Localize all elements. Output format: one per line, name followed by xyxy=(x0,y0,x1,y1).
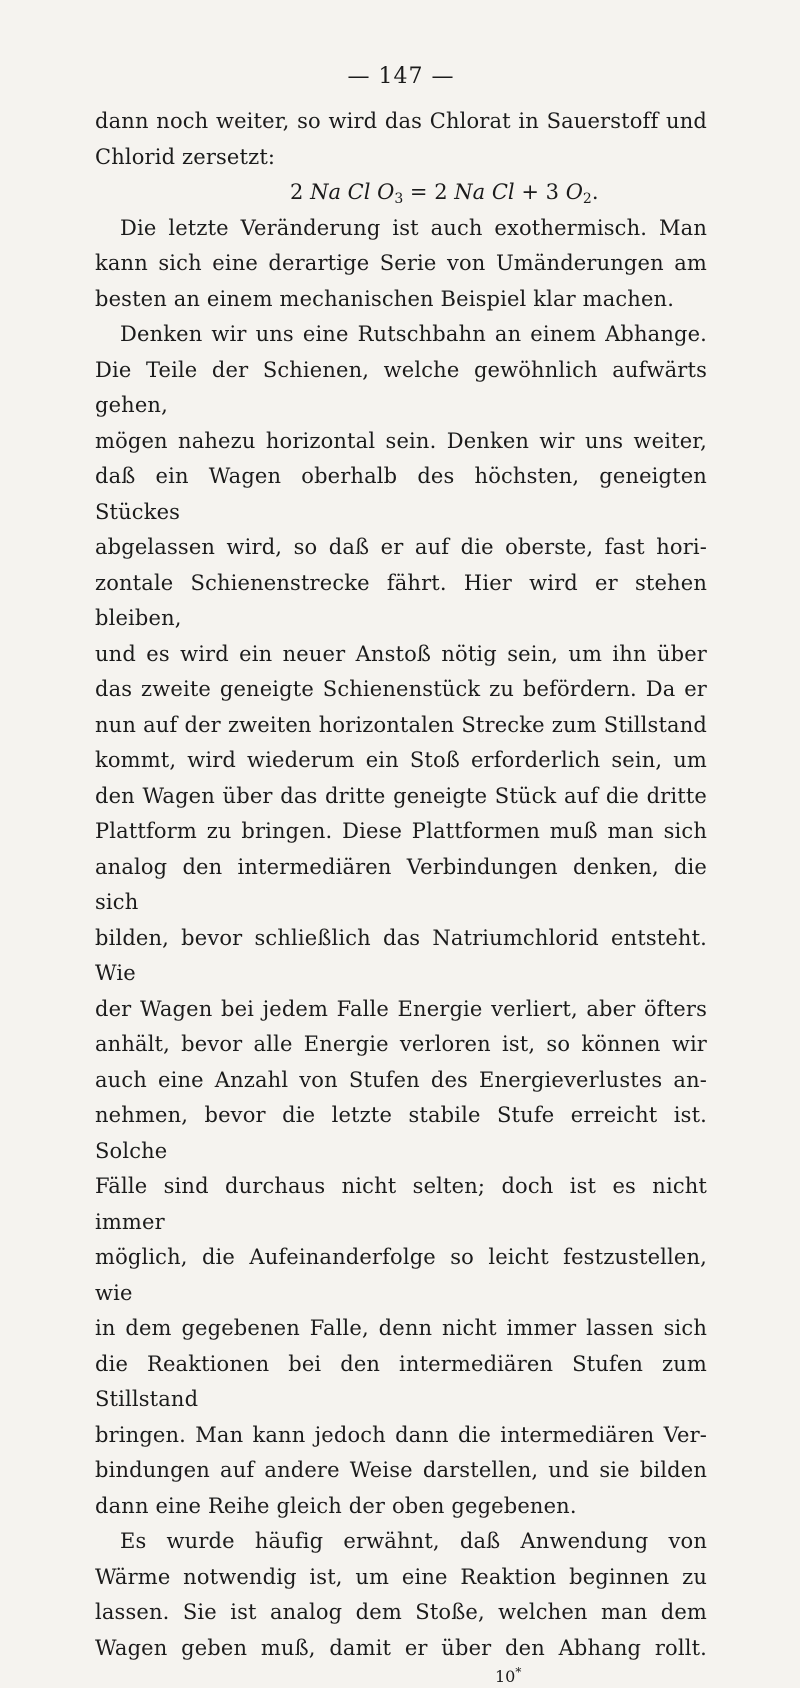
text-line: daß ein Wagen oberhalb des höchsten, geneigten Stückes xyxy=(95,464,707,524)
signature-mark xyxy=(95,1666,707,1688)
text-line: die Reaktionen bei den intermediären Stufen zum Stillstand xyxy=(95,1351,707,1411)
equation-period: . xyxy=(591,180,599,204)
text-line: dann noch weiter, so wird das Chlorat in Sauerstoff und xyxy=(95,109,707,133)
text-line: Wärme notwendig ist, um eine Reaktion beginnen zu xyxy=(95,1564,707,1589)
equation-plus: + xyxy=(521,180,539,204)
text-line: besten an einem mechanischen Beispiel klar machen. xyxy=(95,286,675,311)
text-line: bindungen auf andere Weise darstellen, und sie bilden xyxy=(95,1458,707,1482)
text-line: lassen. Sie ist analog dem Stoße, welchen man dem xyxy=(95,1600,707,1624)
book-page xyxy=(95,62,707,1688)
equation-coefficient: 2 xyxy=(290,180,304,204)
text-line: das zweite geneigte Schienenstück zu befördern. Da er xyxy=(95,677,707,701)
equation-equals: = xyxy=(409,180,428,204)
text-line: den Wagen über das dritte geneigte Stück auf die dritte xyxy=(95,783,707,808)
text-line: der Wagen bei jedem Falle Energie verliert, aber öfters xyxy=(95,996,707,1021)
equation-coefficient: 2 xyxy=(434,180,448,204)
page-number: — 147 — xyxy=(347,64,455,89)
text-line: bringen. Man kann jedoch dann die intermediären Ver- xyxy=(95,1422,707,1447)
text-line: Es wurde häufig erwähnt, daß Anwendung von xyxy=(120,1529,707,1553)
text-line: Plattform zu bringen. Diese Plattformen muß man sich xyxy=(95,819,707,843)
text-line: nun auf der zweiten horizontalen Strecke zum Stillstand xyxy=(95,712,707,737)
signature-asterisk: * xyxy=(515,1665,522,1679)
text-line: bilden, bevor schließlich das Natriumchlorid entsteht. Wie xyxy=(95,925,707,985)
equation-subscript: 3 xyxy=(394,191,404,207)
text-line: Die letzte Veränderung ist auch exothermisch. Man xyxy=(120,215,707,240)
equation-coefficient: 3 xyxy=(545,180,559,204)
equation-subscript: 2 xyxy=(582,191,592,207)
text-line: abgelassen wird, so daß er auf die oberste, fast hori- xyxy=(95,535,707,559)
chemical-equation xyxy=(95,175,707,211)
text-line: auch eine Anzahl von Stufen des Energieverlustes an- xyxy=(95,1067,707,1092)
text-line: Chlorid zersetzt: xyxy=(95,144,276,169)
equation-formula: Na Cl xyxy=(454,180,515,204)
text-line: und es wird ein neuer Anstoß nötig sein, um ihn über xyxy=(95,641,707,666)
text-line: Fälle sind durchaus nicht selten; doch ist es nicht immer xyxy=(95,1174,707,1234)
text-line: kann sich eine derartige Serie von Umänderungen am xyxy=(95,251,707,275)
text-line: in dem gegebenen Falle, denn nicht immer lassen sich xyxy=(95,1316,707,1340)
text-line: dann eine Reihe gleich der oben gegebenen. xyxy=(95,1493,577,1518)
text-line: mögen nahezu horizontal sein. Denken wir uns weiter, xyxy=(95,428,707,453)
text-line: möglich, die Aufeinanderfolge so leicht festzustellen, wie xyxy=(95,1245,707,1305)
equation-formula: O xyxy=(565,180,583,204)
text-line: nehmen, bevor die letzte stabile Stufe erreicht ist. Solche xyxy=(95,1103,707,1163)
text-line: Denken wir uns eine Rutschbahn an einem Abhange. xyxy=(120,322,707,346)
text-line: analog den intermediären Verbindungen denken, die sich xyxy=(95,854,707,914)
signature-number: 10 xyxy=(495,1667,516,1686)
body-text xyxy=(95,104,707,1666)
text-line: Wagen geben muß, damit er über den Abhang rollt. xyxy=(95,1635,707,1660)
text-line: kommt, wird wiederum ein Stoß erforderlich sein, um xyxy=(95,748,707,772)
text-line: zontale Schienenstrecke fährt. Hier wird er stehen bleiben, xyxy=(95,570,707,630)
text-line: Die Teile der Schienen, welche gewöhnlich aufwärts gehen, xyxy=(95,357,707,417)
text-line: anhält, bevor alle Energie verloren ist, so können wir xyxy=(95,1032,707,1056)
equation-formula: Na Cl O xyxy=(310,180,395,204)
